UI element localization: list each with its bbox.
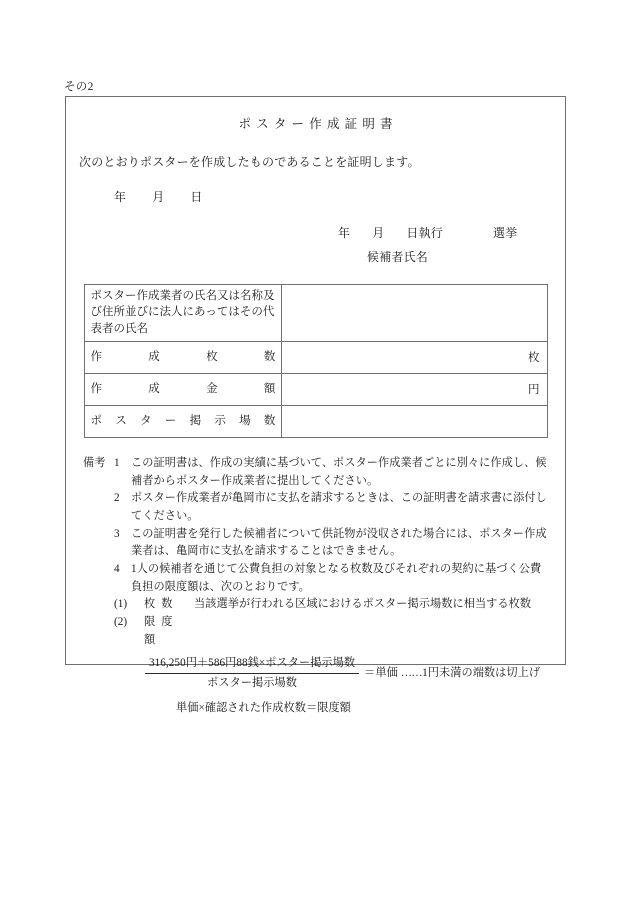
table-row — [84, 373, 547, 405]
date-month: 月 — [152, 190, 165, 204]
row-value-sheet-count[interactable]: 枚 — [281, 341, 547, 373]
table-row — [84, 341, 547, 373]
table-row — [84, 405, 547, 437]
remarks-section — [66, 455, 565, 718]
row-label-contractor: ポスター作成業者の氏名又は名称及び住所並びに法人にあってはその代表者の氏名 — [84, 285, 281, 342]
election-block — [66, 224, 565, 265]
row-value-board-count[interactable] — [281, 405, 547, 437]
page-title: ポスター作成証明書 — [238, 117, 398, 131]
election-date-line — [338, 224, 565, 241]
remark-text-2-line1: ポスター作成業者が亀岡市に支払を請求するときは、この証明書を請求書に添付し — [131, 492, 547, 505]
date-year: 年 — [114, 190, 127, 204]
election-year: 年 — [338, 226, 351, 240]
row-label-board-count: ポスター掲示場数 — [84, 405, 281, 437]
sub-item-1-label: 枚数 — [144, 598, 179, 611]
remark-number-2: 2 — [114, 492, 120, 505]
election-day-exec: 日執行 — [406, 226, 444, 240]
remark-text-4-line2: 負担の限度額は、次のとおりです。 — [131, 580, 310, 593]
lead-sentence: 次のとおりポスターを作成したものであることを証明します。 — [79, 155, 420, 169]
remark-text-1-line1: この証明書は、作成の実績に基づいて、ポスター作成業者ごとに別々に作成し、候 — [131, 456, 547, 469]
formula-dots: …… — [400, 666, 423, 679]
formula-numerator: 316,250円＋586円88銭×ポスター掲示場数 — [145, 655, 359, 675]
remark-item-1 — [83, 455, 565, 473]
remark-number-3: 3 — [114, 527, 120, 540]
row-label-sheet-count: 作成枚数 — [84, 341, 281, 373]
remark-number-1: 1 — [114, 456, 120, 469]
remark-text-3-line1: この証明書を発行した候補者について供託物が没収された場合には、ポスター作成 — [131, 527, 547, 540]
formula-final-line: 単価×確認された作成枚数＝限度額 — [176, 701, 351, 714]
sub-item-1 — [83, 596, 565, 614]
remark-text-2-line2: てください。 — [131, 510, 199, 523]
sub-item-1-mark: (1) — [114, 598, 128, 611]
document-frame — [65, 96, 566, 714]
sub-item-2-mark: (2) — [114, 616, 128, 629]
formula-fraction — [145, 655, 359, 693]
limit-formula — [83, 655, 565, 693]
candidate-name-label: 候補者氏名 — [367, 250, 429, 264]
remark-text-4-line1: 1人の候補者を通じて公費負担の対象となる枚数及びそれぞれの契約に基づく公費 — [131, 563, 542, 576]
row-value-amount[interactable]: 円 — [281, 373, 547, 405]
sub-item-1-text: 当該選挙が行われる区域におけるポスター掲示場数に相当する枚数 — [194, 598, 532, 611]
table-row — [84, 285, 547, 342]
formula-denominator: ポスター掲示場数 — [207, 677, 298, 690]
election-name: 選挙 — [493, 226, 518, 240]
date-line — [66, 188, 565, 205]
sheet-label: その2 — [64, 81, 94, 93]
formula-result — [359, 665, 540, 683]
remark-item-3 — [83, 526, 565, 544]
poster-form-table — [84, 284, 548, 438]
formula-equals: ＝単価 — [364, 666, 398, 679]
remark-item-2 — [83, 490, 565, 508]
sub-item-2 — [83, 614, 565, 649]
remarks-heading: 備考 — [83, 456, 106, 469]
remark-number-4: 4 — [114, 563, 120, 576]
date-day: 日 — [190, 190, 203, 204]
remark-text-1-line2: 補者からポスター作成業者に提出してください。 — [131, 474, 379, 487]
row-label-amount: 作成金額 — [84, 373, 281, 405]
remark-item-4 — [83, 561, 565, 579]
sub-item-2-label: 限度額 — [144, 616, 179, 646]
row-value-contractor[interactable] — [281, 285, 547, 342]
election-month: 月 — [372, 226, 385, 240]
remark-text-3-line2: 業者は、亀岡市に支払を請求することはできません。 — [131, 545, 402, 558]
formula-note: 1円未満の端数は切上げ — [422, 666, 541, 679]
